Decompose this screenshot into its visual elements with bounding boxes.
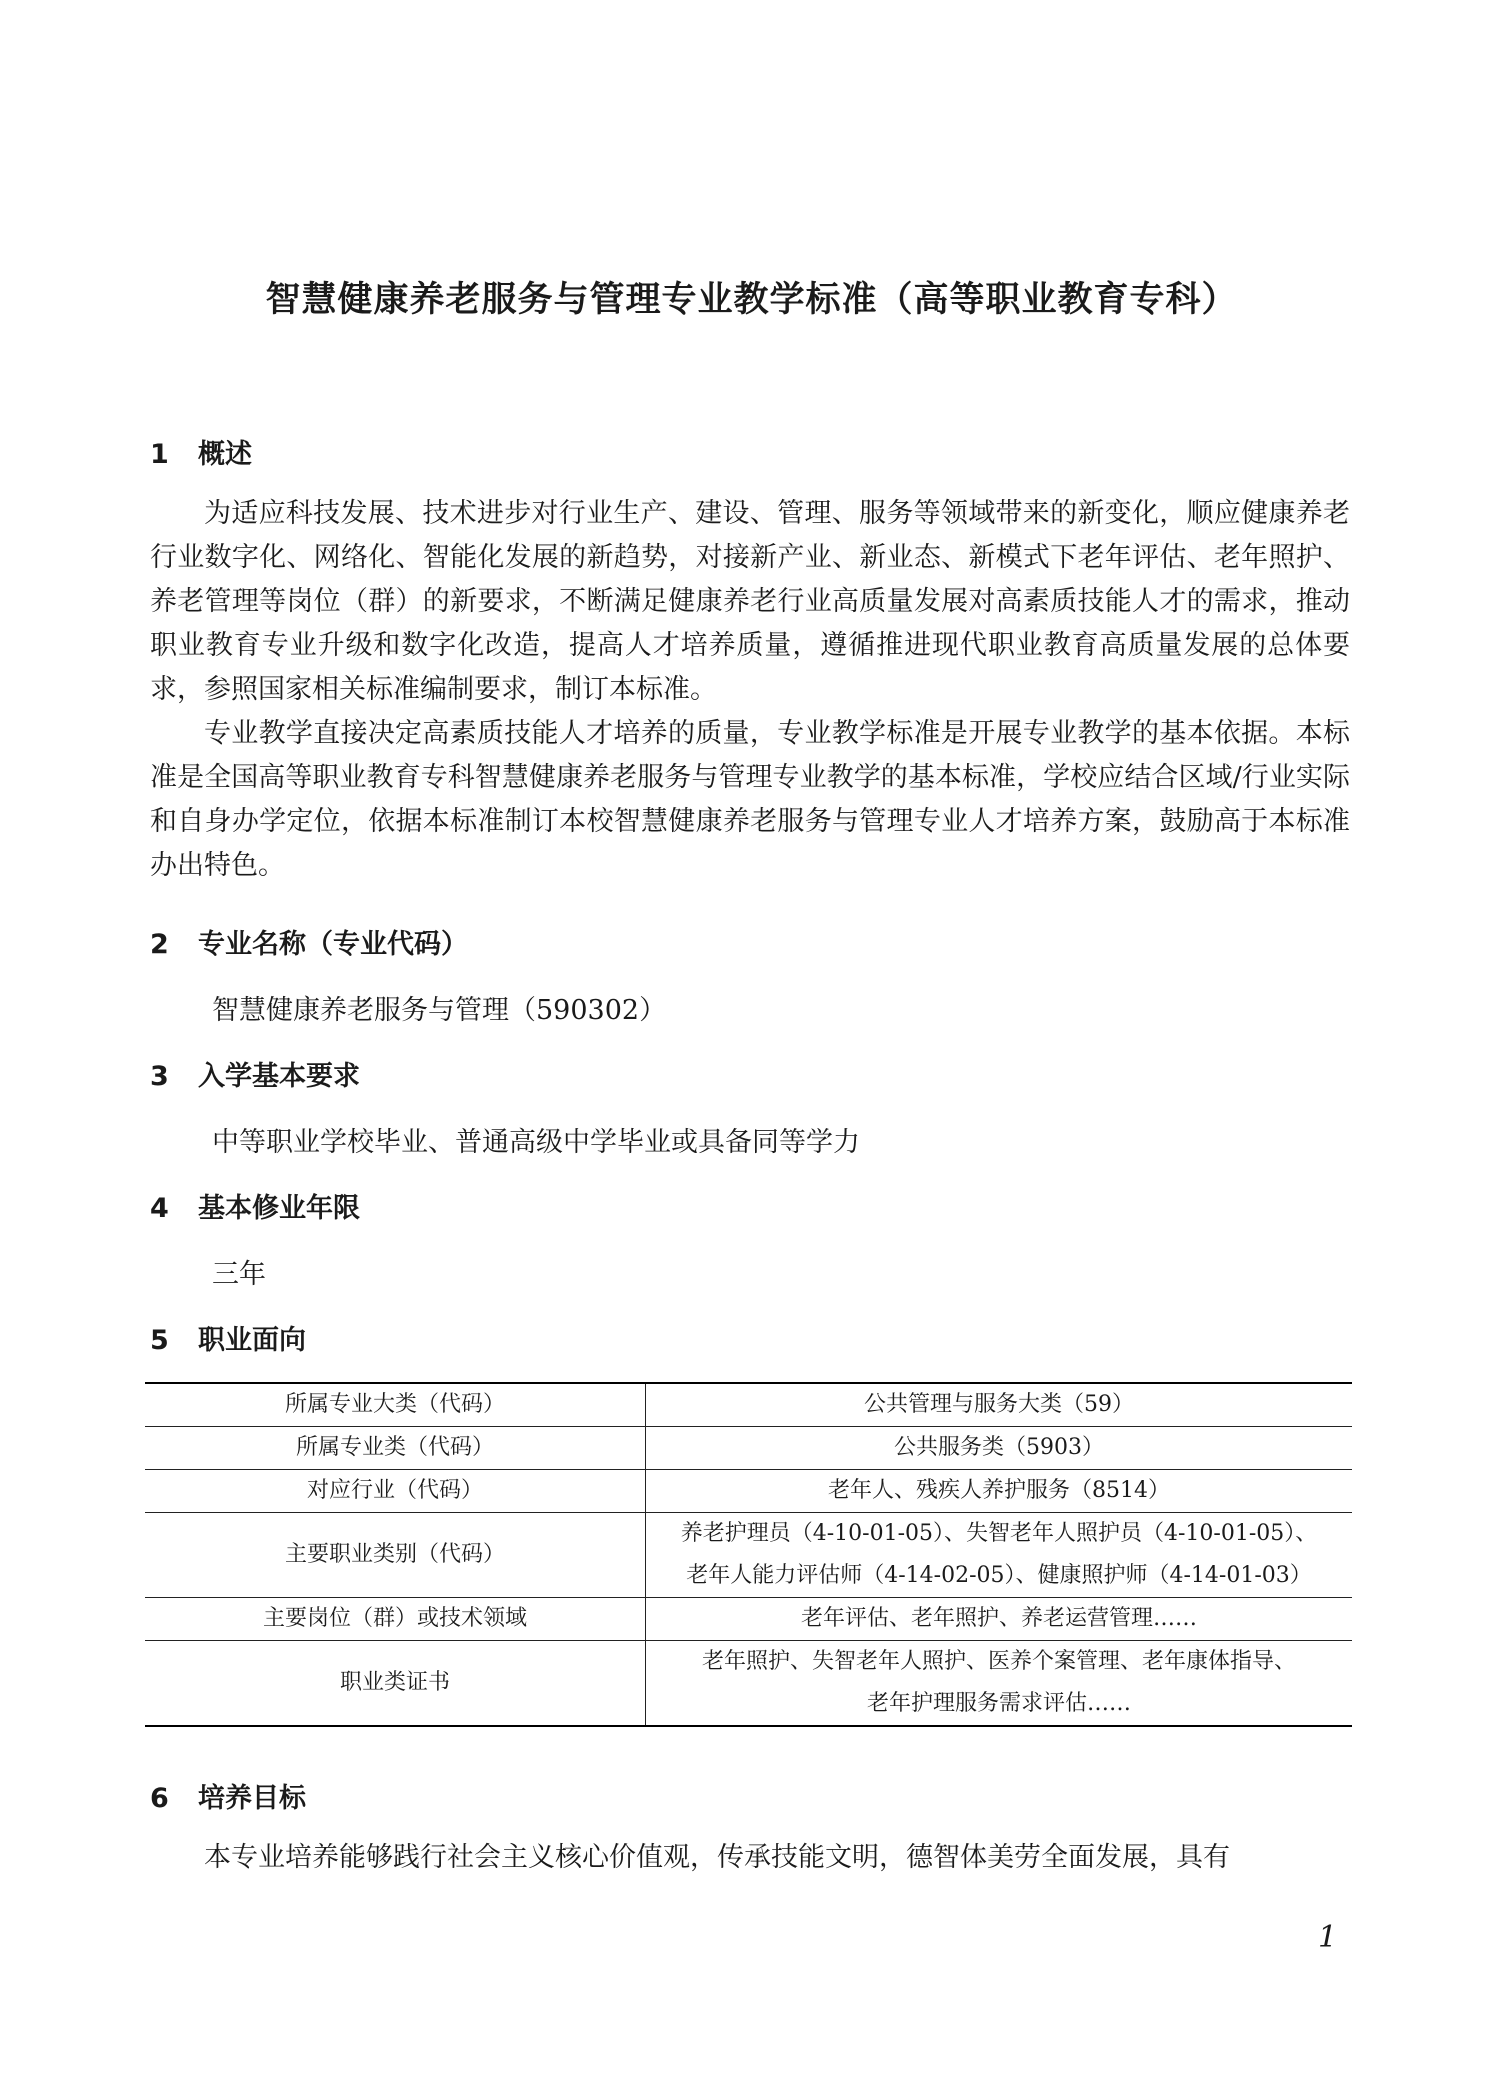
table-row [145, 1427, 1352, 1470]
table-cell-label: 所属专业类（代码） [145, 1427, 646, 1470]
page-number: 1 [1318, 1920, 1338, 1955]
section-heading-2: 2 专业名称（专业代码） [150, 929, 468, 960]
section-heading-1: 1 概述 [150, 439, 252, 470]
overview-paragraph-1: 为适应科技发展、技术进步对行业生产、建设、管理、服务等领域带来的新变化，顺应健康养老行业数字化、网络化、智能化发展的新趋势，对接新产业、新业态、新模式下老年评估、老年照护、养老管理等岗位（群）的新要求，不断满足健康养老行业高质量发展对高素质技能人才的需求，推动职业教育专业升级和数字化改造，提高人才培养质量，遵循推进现代职业教育高质量发展的总体要求，参照国家相关标准编制要求，制订本标准。 [150, 498, 1350, 705]
table-cell-value: 老年人、残疾人养护服务（8514） [646, 1470, 1353, 1513]
table-row [145, 1598, 1352, 1641]
table-cell-line: 养老护理员（4-10-01-05）、失智老年人照护员（4-10-01-05）、 [680, 1521, 1318, 1546]
section-heading-6: 6 培养目标 [150, 1783, 306, 1814]
table-row [145, 1383, 1352, 1427]
table-cell-label: 职业类证书 [145, 1641, 646, 1727]
document-title: 智慧健康养老服务与管理专业教学标准（高等职业教育专科） [265, 280, 1238, 320]
table-cell-line: 老年照护、失智老年人照护、医养个案管理、老年康体指导、 [701, 1649, 1296, 1674]
admission-text: 中等职业学校毕业、普通高级中学毕业或具备同等学力 [212, 1127, 860, 1158]
table-cell-line: 老年人能力评估师（4-14-02-05）、健康照护师（4-14-01-03） [686, 1563, 1312, 1588]
table-cell-value: 老年评估、老年照护、养老运营管理…… [646, 1598, 1353, 1641]
overview-paragraph-2: 专业教学直接决定高素质技能人才培养的质量，专业教学标准是开展专业教学的基本依据。本标准是全国高等职业教育专科智慧健康养老服务与管理专业教学的基本标准，学校应结合区域/行业实际和自身办学定位，依据本标准制订本校智慧健康养老服务与管理专业人才培养方案，鼓励高于本标准办出特色。 [150, 718, 1350, 881]
table-cell-value: 公共服务类（5903） [646, 1427, 1353, 1470]
table-row [145, 1470, 1352, 1513]
table-cell-label: 主要岗位（群）或技术领域 [145, 1598, 646, 1641]
table-cell-value: 公共管理与服务大类（59） [646, 1383, 1353, 1427]
table-cell-label: 对应行业（代码） [145, 1470, 646, 1513]
goal-paragraph: 本专业培养能够践行社会主义核心价值观，传承技能文明，德智体美劳全面发展，具有 [204, 1842, 1230, 1873]
career-table [145, 1382, 1352, 1727]
table-cell-value [646, 1641, 1353, 1727]
table-row [145, 1641, 1352, 1727]
section-heading-5: 5 职业面向 [150, 1325, 306, 1356]
table-cell-line: 老年护理服务需求评估…… [866, 1691, 1131, 1716]
section-heading-4: 4 基本修业年限 [150, 1193, 360, 1224]
table-row [145, 1513, 1352, 1598]
table-cell-label: 主要职业类别（代码） [145, 1513, 646, 1598]
section-heading-3: 3 入学基本要求 [150, 1061, 360, 1092]
table-cell-label: 所属专业大类（代码） [145, 1383, 646, 1427]
table-cell-value [646, 1513, 1353, 1598]
major-name-text: 智慧健康养老服务与管理（590302） [212, 995, 667, 1026]
duration-text: 三年 [212, 1259, 266, 1290]
